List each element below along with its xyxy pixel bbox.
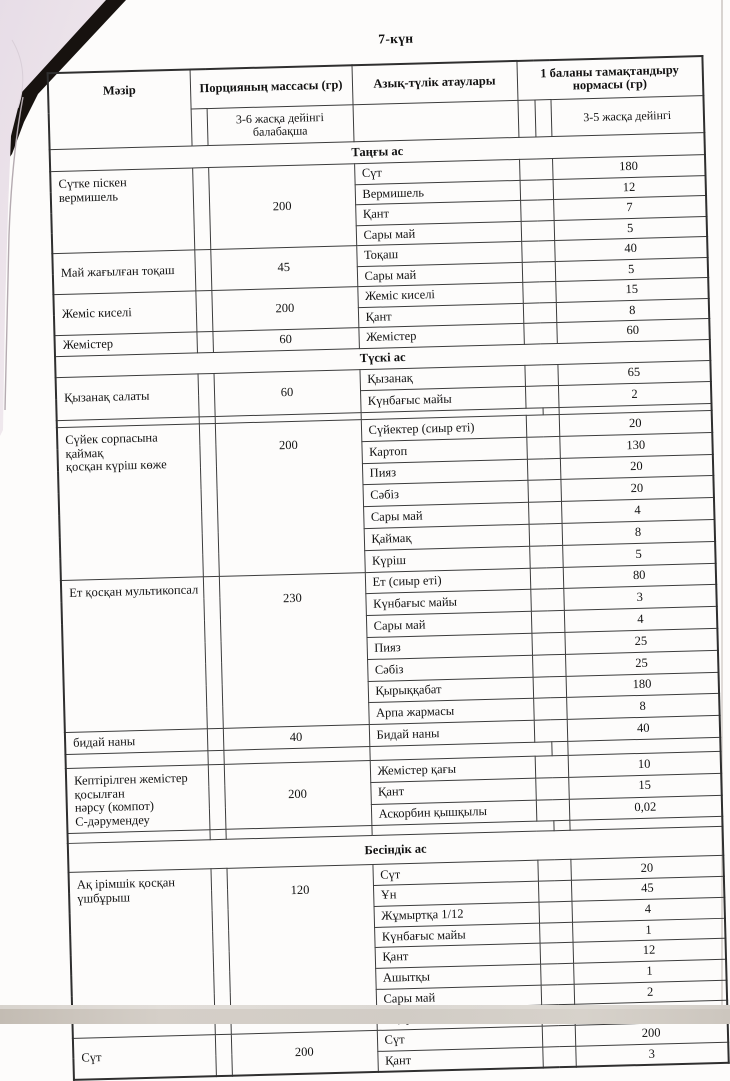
section-title: Бесіндік ас (68, 827, 724, 873)
food-cell: Сәбіз (363, 481, 529, 507)
gap-cell (551, 741, 567, 755)
gap-cell (529, 524, 563, 547)
food-cell: Қант (377, 1047, 542, 1072)
food-cell: Сәбіз (367, 655, 533, 681)
empty-cell (353, 100, 519, 141)
norm-value-cell: 1 (572, 918, 726, 943)
food-cell: Сүт (377, 1026, 542, 1051)
food-cell: Арпа жармасы (368, 699, 534, 725)
menu-cell: Жемістер (54, 332, 196, 356)
norm-value-cell: 180 (552, 155, 705, 179)
gap-cell (521, 241, 555, 262)
gap-cell (553, 821, 569, 831)
norm-value-cell: 20 (570, 856, 724, 881)
gap-cell (527, 458, 561, 481)
mass-cell: 200 (211, 287, 358, 332)
gap-cell (535, 777, 569, 800)
food-cell: Қырыққабат (368, 677, 534, 703)
food-cell: Қызанақ (359, 365, 525, 391)
food-cell: Жемістер қағы (370, 756, 536, 782)
gap-cell (534, 720, 568, 743)
gap-cell (538, 880, 572, 902)
gap-cell (541, 984, 575, 1006)
gap-cell (524, 364, 558, 387)
menu-cell: Май жағылған тоқаш (52, 250, 195, 295)
norm-value-cell: 25 (565, 650, 719, 676)
norm-value-cell: 5 (562, 541, 716, 567)
gap-cell (198, 373, 215, 417)
food-cell: Сары май (366, 612, 532, 638)
gap-cell (540, 942, 574, 964)
gap-cell (191, 109, 208, 146)
food-cell: Ұн (373, 881, 538, 906)
gap-cell (525, 386, 559, 409)
gap-cell (529, 545, 563, 568)
food-cell: Картоп (361, 437, 527, 463)
food-cell: Күнбағыс майы (374, 923, 539, 948)
gap-cell (526, 436, 560, 459)
gap-cell (531, 611, 565, 634)
norm-value-cell: 12 (573, 938, 727, 963)
norm-value-cell: 7 (553, 196, 706, 220)
gap-cell (208, 764, 226, 830)
gap-cell (207, 750, 223, 764)
food-cell: Қант (370, 778, 536, 804)
gap-cell (521, 220, 555, 241)
gap-cell (520, 200, 554, 221)
gap-cell (526, 415, 560, 438)
subheader-mass: 3-6 жасқа дейінгі балабақша (207, 105, 354, 146)
gap-cell (194, 250, 211, 291)
gap-cell (207, 729, 224, 751)
food-cell: Күріш (364, 546, 530, 572)
food-cell: Қант (375, 943, 540, 968)
food-cell: Сары май (357, 262, 522, 287)
col-header-mass: Порцияның массасы (гр) (190, 65, 353, 109)
norm-value-cell: 80 (563, 563, 717, 589)
menu-cell: Сүтке піскен вермишель (50, 168, 194, 254)
gap-cell (523, 322, 557, 343)
gap-cell (531, 632, 565, 655)
gap-cell (534, 100, 551, 137)
mass-cell: 40 (223, 725, 370, 751)
mass-cell: 120 (226, 865, 376, 1034)
norm-value-cell: 15 (568, 773, 722, 799)
norm-value-cell: 20 (560, 454, 714, 480)
subheader-norm: 3-5 жасқа дейінгі (550, 96, 704, 137)
menu-cell: Жеміс киселі (53, 291, 196, 336)
gap-cell (538, 901, 572, 923)
gap-cell (528, 502, 562, 525)
food-cell: Аскорбин қышқылы (371, 800, 537, 826)
norm-value-cell: 20 (560, 476, 714, 502)
norm-value-cell: 0,02 (569, 795, 723, 821)
norm-value-cell: 5 (555, 257, 708, 281)
norm-value-cell: 8 (556, 298, 709, 322)
norm-value-cell: 4 (571, 897, 725, 922)
norm-value-cell: 65 (557, 360, 711, 386)
menu-cell: бидай наны (65, 729, 208, 755)
gap-cell (537, 860, 571, 882)
mass-cell: 200 (224, 761, 372, 830)
norm-value-cell: 2 (574, 980, 728, 1005)
col-header-food: Азық-түлік атаулары (352, 61, 518, 105)
food-cell: Күнбағыс майы (365, 590, 531, 616)
norm-value-cell: 5 (554, 216, 707, 240)
norm-value-cell: 12 (553, 175, 706, 199)
food-cell: Сүт (372, 861, 537, 886)
food-cell: Сары май (363, 503, 529, 529)
mass-cell: 200 (215, 420, 365, 576)
norm-value-cell: 200 (575, 1021, 729, 1046)
gap-cell (523, 302, 557, 323)
mass-cell: 45 (210, 246, 357, 291)
gap-cell (533, 698, 567, 721)
food-cell: Қант (355, 200, 520, 225)
mass-cell: 200 (231, 1030, 378, 1076)
norm-value-cell: 25 (564, 628, 718, 654)
norm-value-cell: 8 (566, 694, 720, 720)
menu-cell: Кептірілген жемістер қосылған нәрсу (компот) С-дәрумендеу (66, 765, 210, 834)
gap-cell (535, 755, 569, 778)
menu-cell: Сүт (73, 1035, 216, 1081)
norm-value-cell: 4 (564, 607, 718, 633)
food-cell: Пияз (362, 459, 528, 485)
section-title: Таңғы ас (50, 133, 705, 172)
gap-cell (532, 654, 566, 677)
gap-cell (530, 589, 564, 612)
norm-value-cell: 60 (556, 318, 709, 342)
norm-value-cell: 1 (573, 959, 727, 984)
food-cell: Вермишель (355, 180, 520, 205)
norm-value-cell: 3 (575, 1042, 729, 1067)
norm-value-cell: 20 (559, 411, 713, 437)
gap-cell (215, 1034, 232, 1076)
gap-cell (539, 922, 573, 944)
gap-cell (519, 159, 553, 180)
gap-cell (542, 1025, 576, 1047)
section-title: Түскі ас (55, 339, 710, 377)
food-cell: Қаймақ (364, 524, 530, 550)
mass-cell: 60 (212, 328, 359, 352)
mass-cell: 230 (219, 572, 369, 728)
gap-cell (527, 480, 561, 503)
food-cell: Сүйектер (сиыр еті) (361, 415, 527, 441)
gap-cell (533, 676, 567, 699)
norm-value-cell: 3 (563, 585, 717, 611)
gap-cell (522, 282, 556, 303)
col-header-menu: Мәзір (48, 70, 192, 150)
menu-cell: Ақ ірімшік қосқан үшбұрыш (69, 869, 215, 1038)
food-cell: Бидай наны (369, 720, 535, 746)
menu-table (47, 55, 730, 1081)
food-cell: Пияз (367, 633, 533, 659)
food-cell: Ашытқы (375, 964, 540, 989)
food-cell: Күнбағыс майы (360, 387, 526, 413)
document-sheet (46, 23, 730, 1081)
norm-value-cell: 40 (554, 237, 707, 261)
col-header-norm: 1 баланы тамақтандыру нормасы (гр) (516, 56, 703, 100)
bottom-scan-band (0, 1005, 730, 1024)
food-cell: Жұмыртқа 1/12 (374, 902, 539, 927)
food-cell: Тоқаш (356, 241, 521, 266)
norm-value-cell: 4 (561, 498, 715, 524)
norm-value-cell: 8 (562, 520, 716, 546)
gap-cell (520, 179, 554, 200)
norm-value-cell: 15 (555, 278, 708, 302)
food-cell: Сүт (354, 159, 519, 184)
gap-cell (542, 1046, 576, 1068)
norm-value-cell: 45 (571, 876, 725, 901)
norm-value-cell: 2 (558, 382, 712, 408)
food-cell: Қант (358, 303, 523, 328)
menu-cell: Қызанақ салаты (56, 373, 199, 420)
menu-cell: Сүйек сорпасына қаймақ қосқан күріш көже (57, 424, 203, 580)
food-cell: Сары май (376, 985, 541, 1010)
norm-value-cell: 10 (568, 751, 722, 777)
gap-cell (196, 332, 213, 353)
menu-cell: Ет қосқан мультикопсал (61, 577, 207, 733)
gap-cell (209, 830, 225, 840)
doc-title: 7-күн (378, 30, 414, 47)
mass-cell: 200 (208, 164, 356, 250)
food-cell: Ет (сиыр еті) (365, 568, 531, 594)
gap-cell (517, 100, 535, 137)
norm-value-cell: 130 (559, 432, 713, 458)
gap-cell (540, 963, 574, 985)
food-cell: Жеміс киселі (357, 282, 522, 307)
gap-cell (536, 799, 570, 822)
norm-value-cell: 40 (567, 716, 721, 742)
food-cell: Жемістер (358, 323, 523, 348)
gap-cell (522, 261, 556, 282)
food-cell: Сары май (356, 221, 521, 246)
mass-cell: 60 (214, 369, 361, 416)
gap-cell (530, 567, 564, 590)
gap-cell (195, 291, 212, 332)
norm-value-cell: 180 (566, 672, 720, 698)
